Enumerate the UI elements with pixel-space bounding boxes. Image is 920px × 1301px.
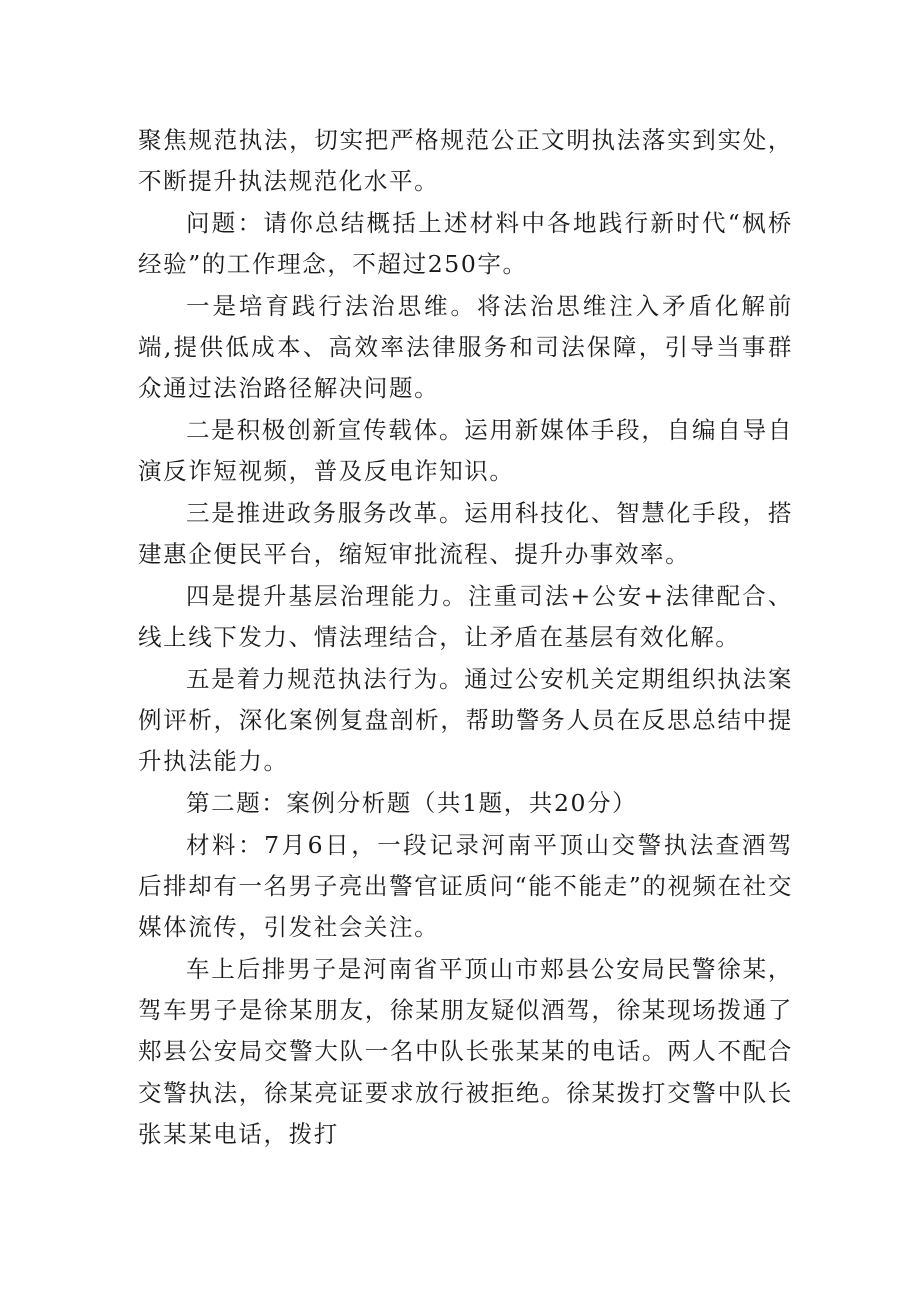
paragraph-point-1: 一是培育践行法治思维。将法治思维注入矛盾化解前端,提供低成本、高效率法律服务和司法保障，引导当事群众通过法治路径解决问题。 — [138, 292, 793, 403]
paragraph-question: 问题：请你总结概括上述材料中各地践行新时代“枫桥经验”的工作理念，不超过250字。 — [138, 209, 793, 279]
paragraph-point-2: 二是积极创新宣传载体。运用新媒体手段，自编自导自演反诈短视频，普及反电诈知识。 — [138, 416, 793, 486]
paragraph-point-4: 四是提升基层治理能力。注重司法+公安+法律配合、线上线下发力、情法理结合，让矛盾在基层有效化解。 — [138, 582, 793, 652]
section-heading: 第二题：案例分析题（共1题，共20分） — [186, 789, 638, 817]
paragraph-material: 材料：7月6日，一段记录河南平顶山交警执法查酒驾后排却有一名男子亮出警官证质问“能不能走”的视频在社交媒体流传，引发社会关注。 — [138, 831, 793, 942]
paragraph-point-3: 三是推进政务服务改革。运用科技化、智慧化手段，搭建惠企便民平台，缩短审批流程、提升办事效率。 — [138, 499, 793, 569]
paragraph-point-5: 五是着力规范执法行为。通过公安机关定期组织执法案例评析，深化案例复盘剖析，帮助警务人员在反思总结中提升执法能力。 — [138, 665, 793, 776]
paragraph-continuation: 聚焦规范执法，切实把严格规范公正文明执法落实到实处，不断提升执法规范化水平。 — [138, 126, 793, 196]
paragraph-case: 车上后排男子是河南省平顶山市郏县公安局民警徐某，驾车男子是徐某朋友，徐某朋友疑似酒驾，徐某现场拨通了郏县公安局交警大队一名中队长张某某的电话。两人不配合交警执法，徐某亮证要求放行被拒绝。徐某拨打交警中队长张某某电话，拨打 — [138, 955, 793, 1148]
